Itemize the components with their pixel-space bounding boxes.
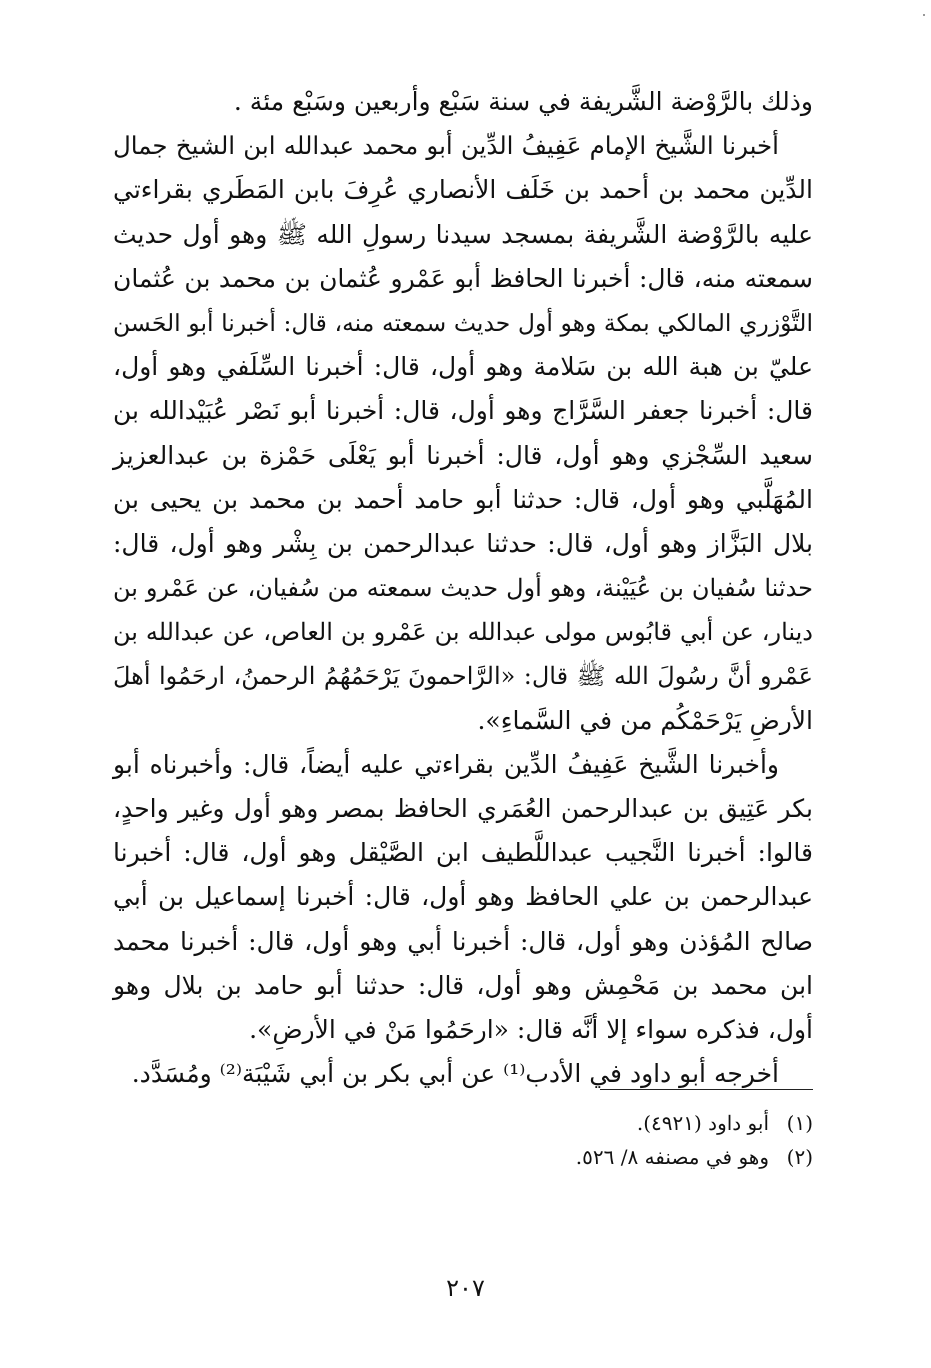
text-line: وأخبرنا الشَّيخ عَفِيفُ الدِّين بقراءتي عليه أيضاً، قال: وأخبرناه أبو: [113, 749, 779, 779]
main-text: [113, 80, 813, 1096]
footnote: [113, 1140, 813, 1174]
text-line: عبدالرحمن بن علي الحافظ وهو أول، قال: أخبرنا إسماعيل بن أبي: [113, 882, 813, 912]
text-line: عليه بالرَّوْضة الشَّريفة بمسجد سيدنا رسولِ الله ﷺ وهو أول حديث: [113, 219, 813, 249]
text-line: قال: أخبرنا جعفر السَّرَّاج وهو أول، قال: أخبرنا أبو نَصْر عُبَيْدالله بن: [113, 396, 813, 426]
footnote: [113, 1106, 813, 1140]
text-line: قالوا: أخبرنا النَّجيب عبداللَّطيف ابن الصَّيْقل وهو أول، قال: أخبرنا: [113, 838, 813, 868]
scan-mark: [923, 14, 925, 16]
text-line: ابن محمد بن مَحْمِش وهو أول، قال: حدثنا أبو حامد بن بلال وهو: [113, 970, 813, 1000]
text-line: الأرضِ يَرْحَمْكُم من في السَّماءِ».: [477, 705, 813, 735]
text-line: وذلك بالرَّوْضة الشَّريفة في سنة سَبْع وأربعين وسَبْع مئة .: [233, 87, 813, 116]
text-line: دينار، عن أبي قابُوس مولى عبدالله بن عَمْرو بن العاص، عن عبدالله بن: [113, 618, 813, 647]
text-line: عَمْرو أنَّ رسُولَ الله ﷺ قال: «الرَّاحمونَ يَرْحَمُهُمُ الرحمنُ، ارحَمُوا أهلَ: [113, 662, 813, 691]
text-line: أول، فذكره سواء إلا أنَّه قال: «ارحَمُوا مَنْ في الأرضِ».: [249, 1014, 813, 1044]
text-line: بكر عَتِيق بن عبدالرحمن العُمَري الحافظ بمصر وهو أول وغير واحدٍ،: [113, 794, 813, 823]
text-line: الدِّين محمد بن أحمد بن خَلَف الأنصاري عُرِفَ بابن المَطَري بقراءتي: [113, 175, 813, 205]
text-line: سعيد السِّجْزي وهو أول، قال: أخبرنا أبو يَعْلَى حَمْزة بن عبدالعزيز: [113, 440, 813, 470]
text-line: أخرجه أبو داود في الأدب⁽¹⁾ عن أبي بكر بن أبي شَيْبَة⁽²⁾ ومُسَدَّد.: [131, 1059, 779, 1089]
footnote-marker: (١): [786, 1111, 813, 1135]
text-line: التَّوْزري المالكي بمكة وهو أول حديث سمعته منه، قال: أخبرنا أبو الحَسن: [113, 308, 813, 337]
page-number: ٢٠٧: [446, 1274, 485, 1302]
text-line: سمعته منه، قال: أخبرنا الحافظ أبو عَمْرو عُثمان بن محمد بن عُثمان: [113, 263, 813, 293]
footnotes: [113, 1106, 813, 1174]
footnote-text: أبو داود (٤٩٢١).: [636, 1111, 769, 1135]
text-line: أخبرنا الشَّيخ الإمام عَفِيفُ الدِّين أبو محمد عبدالله ابن الشيخ جمال: [113, 131, 779, 161]
text-line: بلال البَزَّاز وهو أول، قال: حدثنا عبدالرحمن بن بِشْر وهو أول، قال:: [113, 528, 813, 558]
text-line: حدثنا سُفيان بن عُيَيْنة، وهو أول حديث سمعته من سُفيان، عن عَمْرو بن: [113, 574, 813, 603]
footnote-separator: [600, 1089, 813, 1090]
text-line: المُهَلَّبي وهو أول، قال: حدثنا أبو حامد أحمد بن محمد بن يحيى بن: [113, 484, 813, 514]
text-line: عليّ بن هبة الله بن سَلامة وهو أول، قال: أخبرنا السِّلَفي وهو أول،: [113, 352, 813, 382]
text-line: صالح المُؤذن وهو أول، قال: أخبرنا أبي وهو أول، قال: أخبرنا محمد: [113, 926, 813, 956]
footnote-text: وهو في مصنفه ٨/ ٥٢٦.: [575, 1145, 769, 1169]
footnote-marker: (٢): [786, 1145, 813, 1169]
